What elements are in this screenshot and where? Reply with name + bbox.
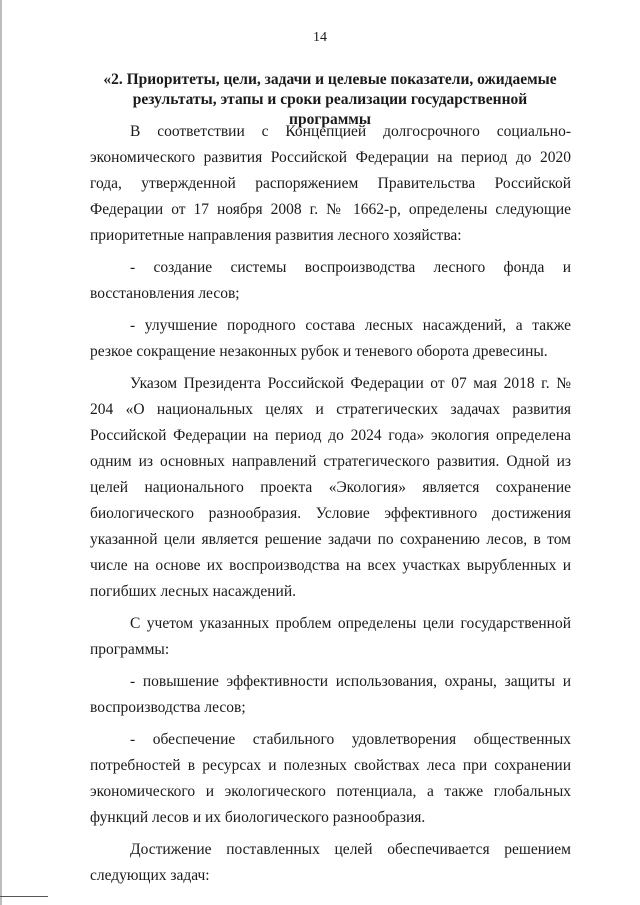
- list-item-efficiency: - повышение эффективности использования, охраны, защиты и воспроизводства лесов;: [90, 673, 571, 716]
- section-heading-line-2: результаты, этапы и сроки реализации государственной программы: [132, 91, 528, 128]
- list-item-stable-satisfaction: - обеспечение стабильного удовлетворения общественных потребностей в ресурсах и полезных свойствах леса при сохранении экономического и экологического потенциала, а также глобальных функций лесов и их биологического разнообразия.: [90, 731, 571, 826]
- bottom-rule: [0, 896, 48, 897]
- paragraph-concept: В соответствии с Концепцией долгосрочного социально-экономического развития Российской Федерации на период до 2020 года, утвержденной распоряжением Правительства Российской Федерации от 17 ноября 2008 г. № 1662-р, определены следующие приоритетные направления развития лесного хозяйства:: [90, 123, 571, 244]
- page-number: 14: [313, 30, 327, 45]
- section-heading-line-1: «2. Приоритеты, цели, задачи и целевые показатели, ожидаемые: [103, 71, 557, 88]
- paragraph-presidential-decree: Указом Президента Российской Федерации от 07 мая 2018 г. № 204 «О национальных целях и стратегических задачах развития Российской Федерации на период до 2024 года» экология определена одним из основных направлений стратегического развития. Одной из целей национального проекта «Экология» является сохранение биологического разнообразия. Условие эффективного достижения указанной цели является решение задачи по сохранению лесов, в том числе на основе их воспроизводства на всех участках вырубленных и погибших лесных насаждений.: [90, 375, 571, 600]
- list-item-species-composition: - улучшение породного состава лесных насаждений, а также резкое сокращение незаконных рубок и теневого оборота древесины.: [90, 317, 571, 360]
- body-text: [90, 119, 571, 895]
- list-item-forest-fund: - создание системы воспроизводства лесного фонда и восстановления лесов;: [90, 259, 571, 302]
- paragraph-tasks-intro: Достижение поставленных целей обеспечивается решением следующих задач:: [90, 841, 571, 884]
- paragraph-program-goals: С учетом указанных проблем определены цели государственной программы:: [90, 615, 571, 658]
- scan-edge-shadow: [0, 0, 2, 905]
